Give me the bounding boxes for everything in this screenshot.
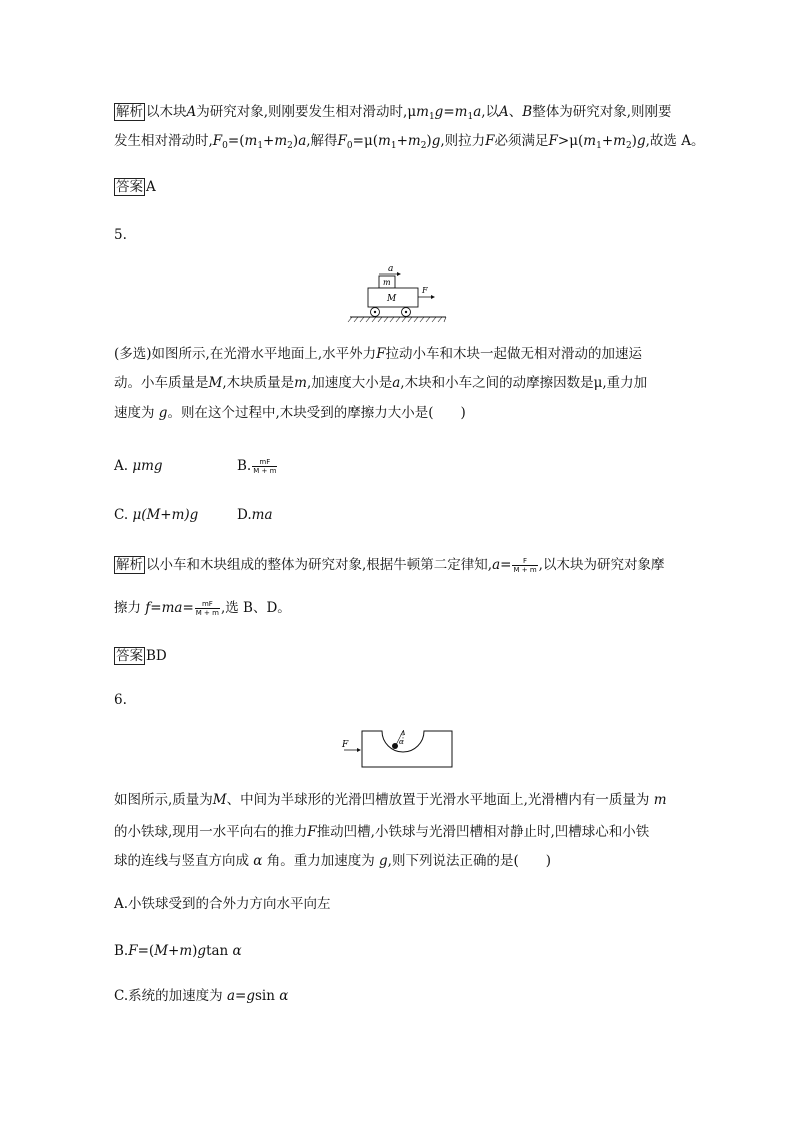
q5-stem-line-2: 动。小车质量是M,木块质量是m,加速度大小是a,木块和小车之间的动摩擦因数是μ,重力加 [114, 375, 648, 391]
question-number-5: 5. [114, 227, 127, 243]
answer-line-1 [114, 178, 156, 196]
q5-analysis-line-2: 擦力 f=ma= $\frac{mF}{M + m}$ ,选 B、D。 [114, 600, 291, 617]
fig-label-a: a [388, 264, 394, 274]
q6-stem-line-2: 的小铁球,现用一水平向右的推力F推动凹槽,小铁球与光滑凹槽相对静止时,凹槽球心和小铁 [114, 824, 650, 840]
q5-stem-line-3: 速度为 g。则在这个过程中,木块受到的摩擦力大小是( ) [114, 405, 466, 421]
q5-analysis-line-1: 解析 以小车和木块组成的整体为研究对象,根据牛顿第二定律知,a= $\frac{F}{M + m}$ ,以木块为研究对象摩 [116, 557, 665, 574]
q6-option-a[interactable]: A.小铁球受到的合外力方向水平向左 [114, 896, 331, 912]
groove-body [362, 731, 452, 767]
fraction-mF-over-M-plus-m-2: $\frac{mF}{M + m}$ [195, 600, 219, 617]
q5-answer-line [114, 647, 167, 665]
question-number-6: 6. [114, 692, 127, 708]
q6-option-b[interactable]: B.F=(M+m)gtan α [114, 943, 242, 959]
answer-value: A [146, 179, 156, 195]
q6-option-c[interactable]: C.系统的加速度为 a=gsin α [114, 988, 289, 1004]
analysis-tag: 解析 [116, 557, 143, 573]
groove-ball-figure [338, 727, 458, 771]
answer-tag: 答案 [116, 179, 143, 195]
q5-option-d[interactable]: D.ma [237, 507, 273, 523]
q5-stem-line-1: (多选)如图所示,在光滑水平地面上,水平外力F拉动小车和木块一起做无相对滑动的加速运 [114, 346, 642, 362]
q6-stem-line-3: 球的连线与竖直方向成 α 角。重力加速度为 g,则下列说法正确的是( ) [114, 853, 551, 869]
analysis-line-2: 发生相对滑动时$,F_0=(m_1+m_2)a$,解得$F_0=\mu(m_1+m_2)g$,则拉力F必须满足$F>\mu(m_1+m_2)g$,故选 A。 [114, 133, 705, 151]
fig6-label-F: F [342, 740, 349, 750]
analysis-line-1: 解析 以木块A为研究对象,则刚要发生相对滑动时$,\mu m_1g=m_1a$,以A、B整体为研究对象,则刚要 [116, 104, 672, 122]
fraction-mF-over-M-plus-m: $\frac{mF}{M + m}$ [253, 458, 277, 475]
answer-tag: 答案 [116, 648, 143, 664]
analysis-tag: 解析 [116, 104, 143, 120]
fig-label-m: m [383, 278, 391, 287]
fig-label-M: M [387, 294, 397, 304]
fig6-label-A: A [401, 730, 406, 737]
answer-value: BD [146, 648, 167, 664]
fig6-label-alpha: α [399, 738, 404, 746]
q5-option-c[interactable]: C. μ(M+m)g [114, 507, 199, 523]
cart-block-figure [346, 260, 456, 324]
q5-option-b[interactable]: B. $\frac{mF}{M + m}$ [237, 458, 277, 475]
fig-label-F: F [422, 286, 428, 295]
q6-stem-line-1: 如图所示,质量为M、中间为半球形的光滑凹槽放置于光滑水平地面上,光滑槽内有一质量为 m [114, 792, 667, 808]
fraction-F-over-M-plus-m: $\frac{F}{M + m}$ [513, 557, 537, 574]
q5-option-a[interactable]: A. μmg [114, 458, 163, 474]
iron-ball [392, 743, 398, 749]
